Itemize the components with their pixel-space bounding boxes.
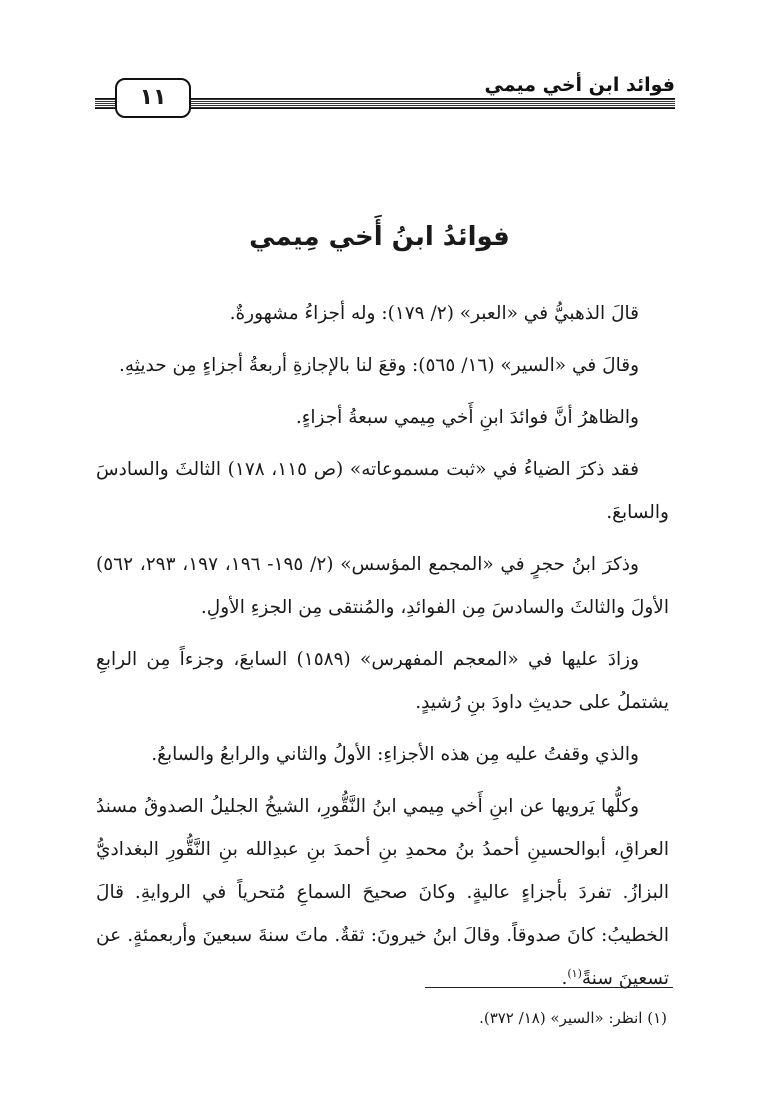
paragraph: فقد ذكرَ الضياءُ في «ثبت مسموعاته» (ص ١١٥، ١٧٨) الثالثَ والسادسَ والسابعَ. [96,459,669,523]
paragraph-with-footnote: وكلُّها يَرويها عن ابنِ أَخي مِيمي ابنُ النَّقُّورِ، الشيخُ الجليلُ الصدوقُ مسندُ العراقِ، أبوالحسينِ أحمدُ بنُ محمدِ بنِ أحمدَ بنِ عبدِالله بنِ النَّقُّورِ البغداديُّ البزازُ. تفردَ بأجزاءٍ عاليةٍ. وكانَ صحيحَ السماعِ مُتحرياً في الروايةِ. قالَ الخطيبُ: كانَ صدوقاً. وقالَ ابنُ خيرونَ: ثقةٌ. ماتَ سنةَ سبعينَ وأربعمئةٍ. عن تسعينَ سنةً$^{(١)}$. [96,796,669,989]
paragraph: وذكرَ ابنُ حجرٍ في «المجمع المؤسس» (٢/ ١٩٥- ١٩٦، ١٩٧، ٢٩٣، ٥٦٢) الأولَ والثالثَ والسادسَ مِن الفوائدِ، والمُنتقى مِن الجزءِ الأولِ. [96,554,669,618]
paragraph: والظاهرُ أنَّ فوائدَ ابنِ أَخي مِيمي سبعةُ أجزاءٍ. [295,407,639,428]
footnote: (١) انظر: «السير» (١٨/ ٣٧٢). [479,1009,667,1027]
running-header [95,72,675,120]
paragraph: وقالَ في «السير» (١٦/ ٥٦٥): وقعَ لنا بالإجازةِ أربعةُ أجزاءٍ مِن حديثِهِ. [119,355,639,376]
paragraph-text: وكلُّها يَرويها عن ابنِ أَخي مِيمي ابنُ النَّقُّورِ، الشيخُ الجليلُ الصدوقُ مسندُ العراقِ، أبوالحسينِ أحمدُ بنُ محمدِ بنِ أحمدَ بنِ عبدِالله بنِ النَّقُّورِ البغداديُّ البزازُ. تفردَ بأجزاءٍ عاليةٍ. وكانَ صحيحَ السماعِ مُتحرياً في الروايةِ. قالَ الخطيبُ: كانَ صدوقاً. وقالَ ابنُ خيرونَ: ثقةٌ. ماتَ سنةَ سبعينَ وأربعمئةٍ. عن تسعينَ سنةً [96,796,669,989]
chapter-title: فوائدُ ابنُ أَخي مِيمي [249,222,510,252]
page-number: ١١ [115,78,191,118]
paragraph: وزادَ عليها في «المعجم المفهرس» (١٥٨٩) السابعَ، وجزءاً مِن الرابعِ يشتملُ على حديثِ داودَ بنِ رُشيدٍ. [96,649,669,713]
running-title: فوائد ابن أخي ميمي [479,72,675,98]
footnote-reference[interactable]: (١) [567,966,582,980]
paragraph: قالَ الذهبيُّ في «العبر» (٢/ ١٧٩): وله أجزاءُ مشهورةٌ. [229,303,639,324]
footnote-divider [425,987,673,988]
paragraph: والذي وقفتُ عليه مِن هذه الأجزاءِ: الأولُ والثاني والرابعُ والسابعُ. [151,744,639,765]
body-text [96,292,669,1009]
